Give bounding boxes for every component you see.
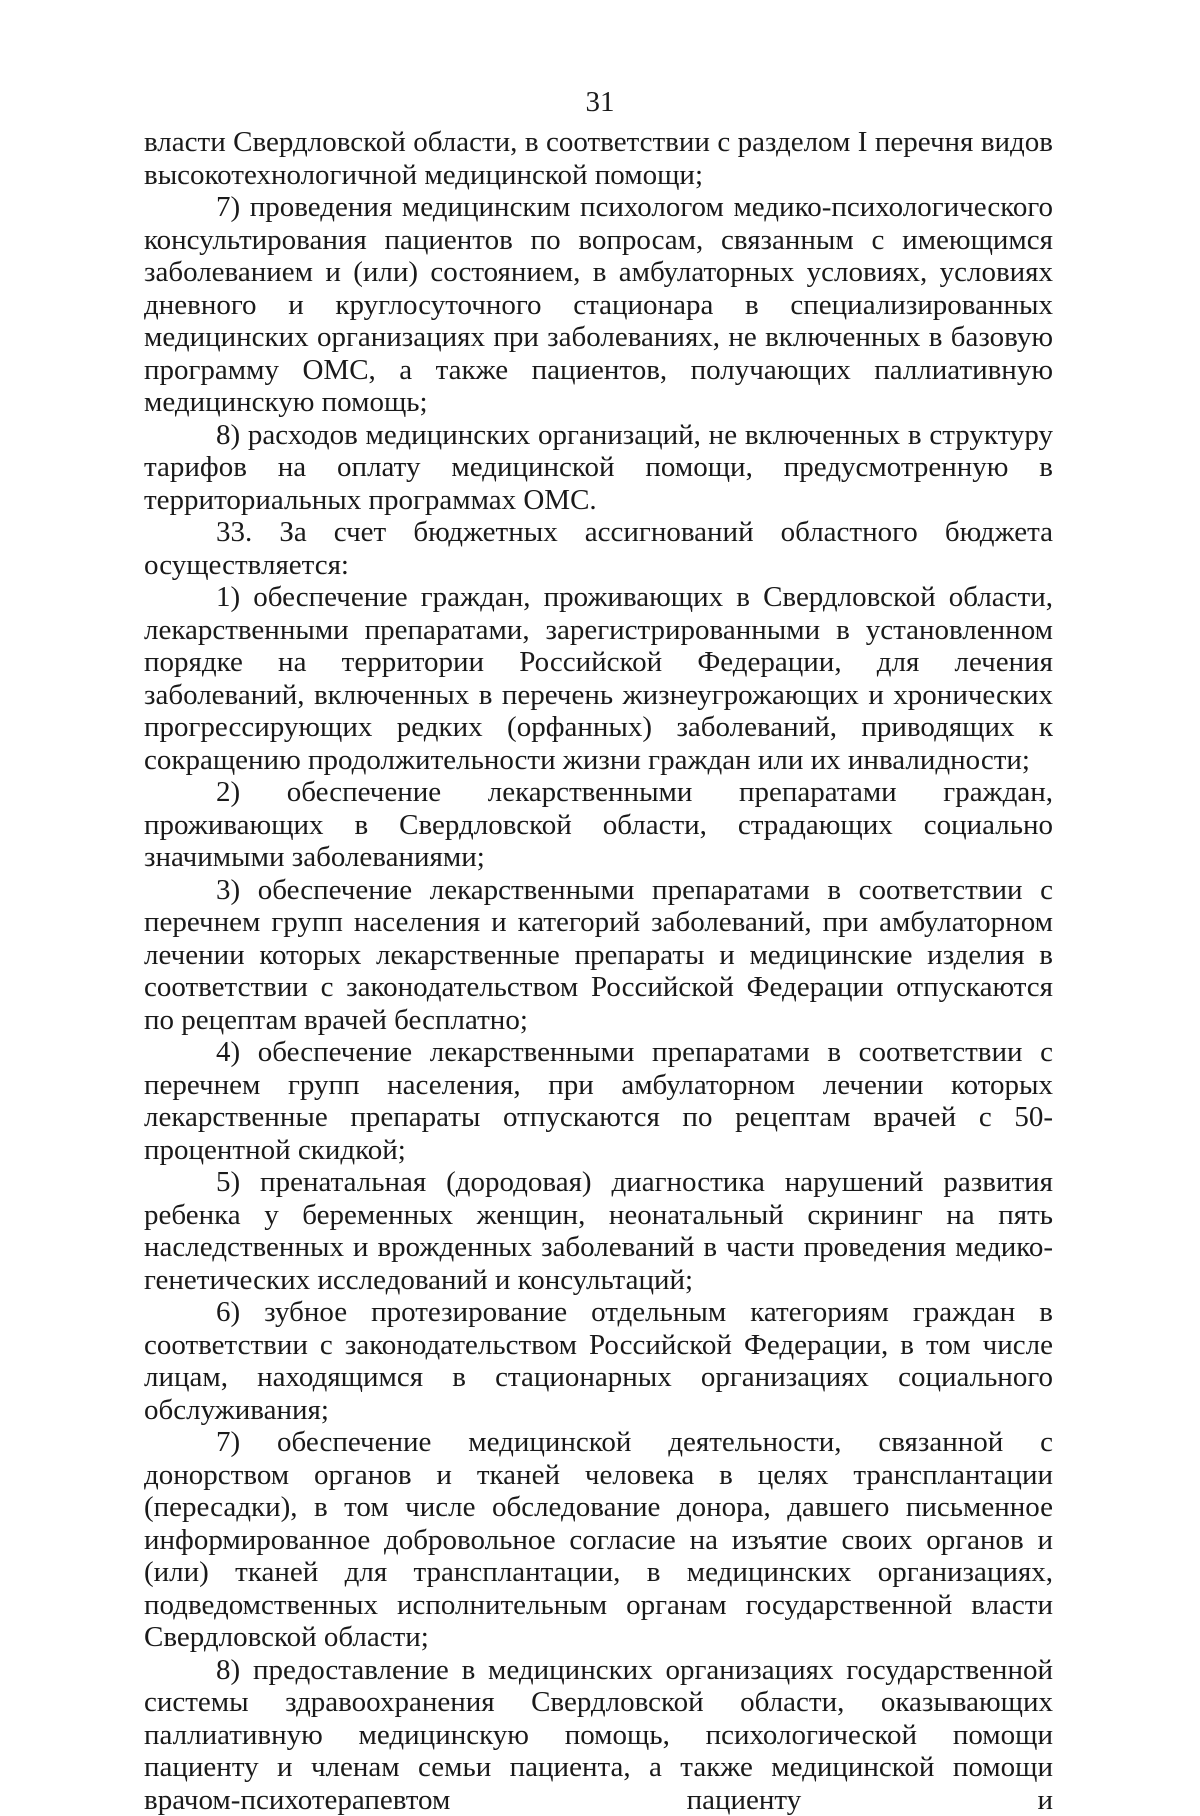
paragraph-item-3-free-prescriptions: 3) обеспечение лекарственными препаратами в соответствии с перечнем групп населения и категорий заболеваний, при амбулаторном лечении которых лекарственные препараты и медицинские изделия в соответствии с законодательством Российской Федерации отпускаются по рецептам врачей бесплатно;: [144, 874, 1053, 1037]
paragraph-item-2-socially-significant: 2) обеспечение лекарственными препаратами граждан, проживающих в Свердловской области, страдающих социально значимыми заболеваниями;: [144, 776, 1053, 874]
paragraph-item-6-dental-prosthetics: 6) зубное протезирование отдельным категориям граждан в соответствии с законодательством Российской Федерации, в том числе лицам, находящимся в стационарных организациях социального обслуживания;: [144, 1296, 1053, 1426]
paragraph-item-8-psychological-help: 8) предоставление в медицинских организациях государственной системы здравоохранения Свердловской области, оказывающих паллиативную медицинскую помощь, психологической помощи пациенту и членам семьи пациента, а также медицинской помощи врачом-психотерапевтом пациенту и: [144, 1654, 1053, 1816]
paragraph-item-5-prenatal-diagnostics: 5) пренатальная (дородовая) диагностика нарушений развития ребенка у беременных женщин, неонатальный скрининг на пять наследственных и врожденных заболеваний в части проведения медико-генетических исследований и консультаций;: [144, 1166, 1053, 1296]
paragraph-item-7-psychologist: 7) проведения медицинским психологом медико-психологического консультирования пациентов по вопросам, связанным с имеющимся заболеванием и (или) состоянием, в амбулаторных условиях, условиях дневного и круглосуточного стационара в специализированных медицинских организациях при заболеваниях, не включенных в базовую программу ОМС, а также пациентов, получающих паллиативную медицинскую помощь;: [144, 191, 1053, 419]
page-number: 31: [0, 84, 1200, 120]
paragraph-continuation: власти Свердловской области, в соответствии с разделом I перечня видов высокотехнологичной медицинской помощи;: [144, 126, 1053, 191]
paragraph-item-7-organ-donation: 7) обеспечение медицинской деятельности, связанной с донорством органов и тканей человека в целях трансплантации (пересадки), в том числе обследование донора, давшего письменное информированное добровольное согласие на изъятие своих органов и (или) тканей для трансплантации, в медицинских организациях, подведомственных исполнительным органам государственной власти Свердловской области;: [144, 1426, 1053, 1654]
document-body: [144, 126, 1053, 1816]
paragraph-section-33: 33. За счет бюджетных ассигнований областного бюджета осуществляется:: [144, 516, 1053, 581]
paragraph-item-1-orphan-diseases: 1) обеспечение граждан, проживающих в Свердловской области, лекарственными препаратами, зарегистрированными в установленном порядке на территории Российской Федерации, для лечения заболеваний, включенных в перечень жизнеугрожающих и хронических прогрессирующих редких (орфанных) заболеваний, приводящих к сокращению продолжительности жизни граждан или их инвалидности;: [144, 581, 1053, 776]
paragraph-item-4-discount-prescriptions: 4) обеспечение лекарственными препаратами в соответствии с перечнем групп населения, при амбулаторном лечении которых лекарственные препараты отпускаются по рецептам врачей с 50-процентной скидкой;: [144, 1036, 1053, 1166]
paragraph-item-8-expenses: 8) расходов медицинских организаций, не включенных в структуру тарифов на оплату медицинской помощи, предусмотренную в территориальных программах ОМС.: [144, 419, 1053, 517]
